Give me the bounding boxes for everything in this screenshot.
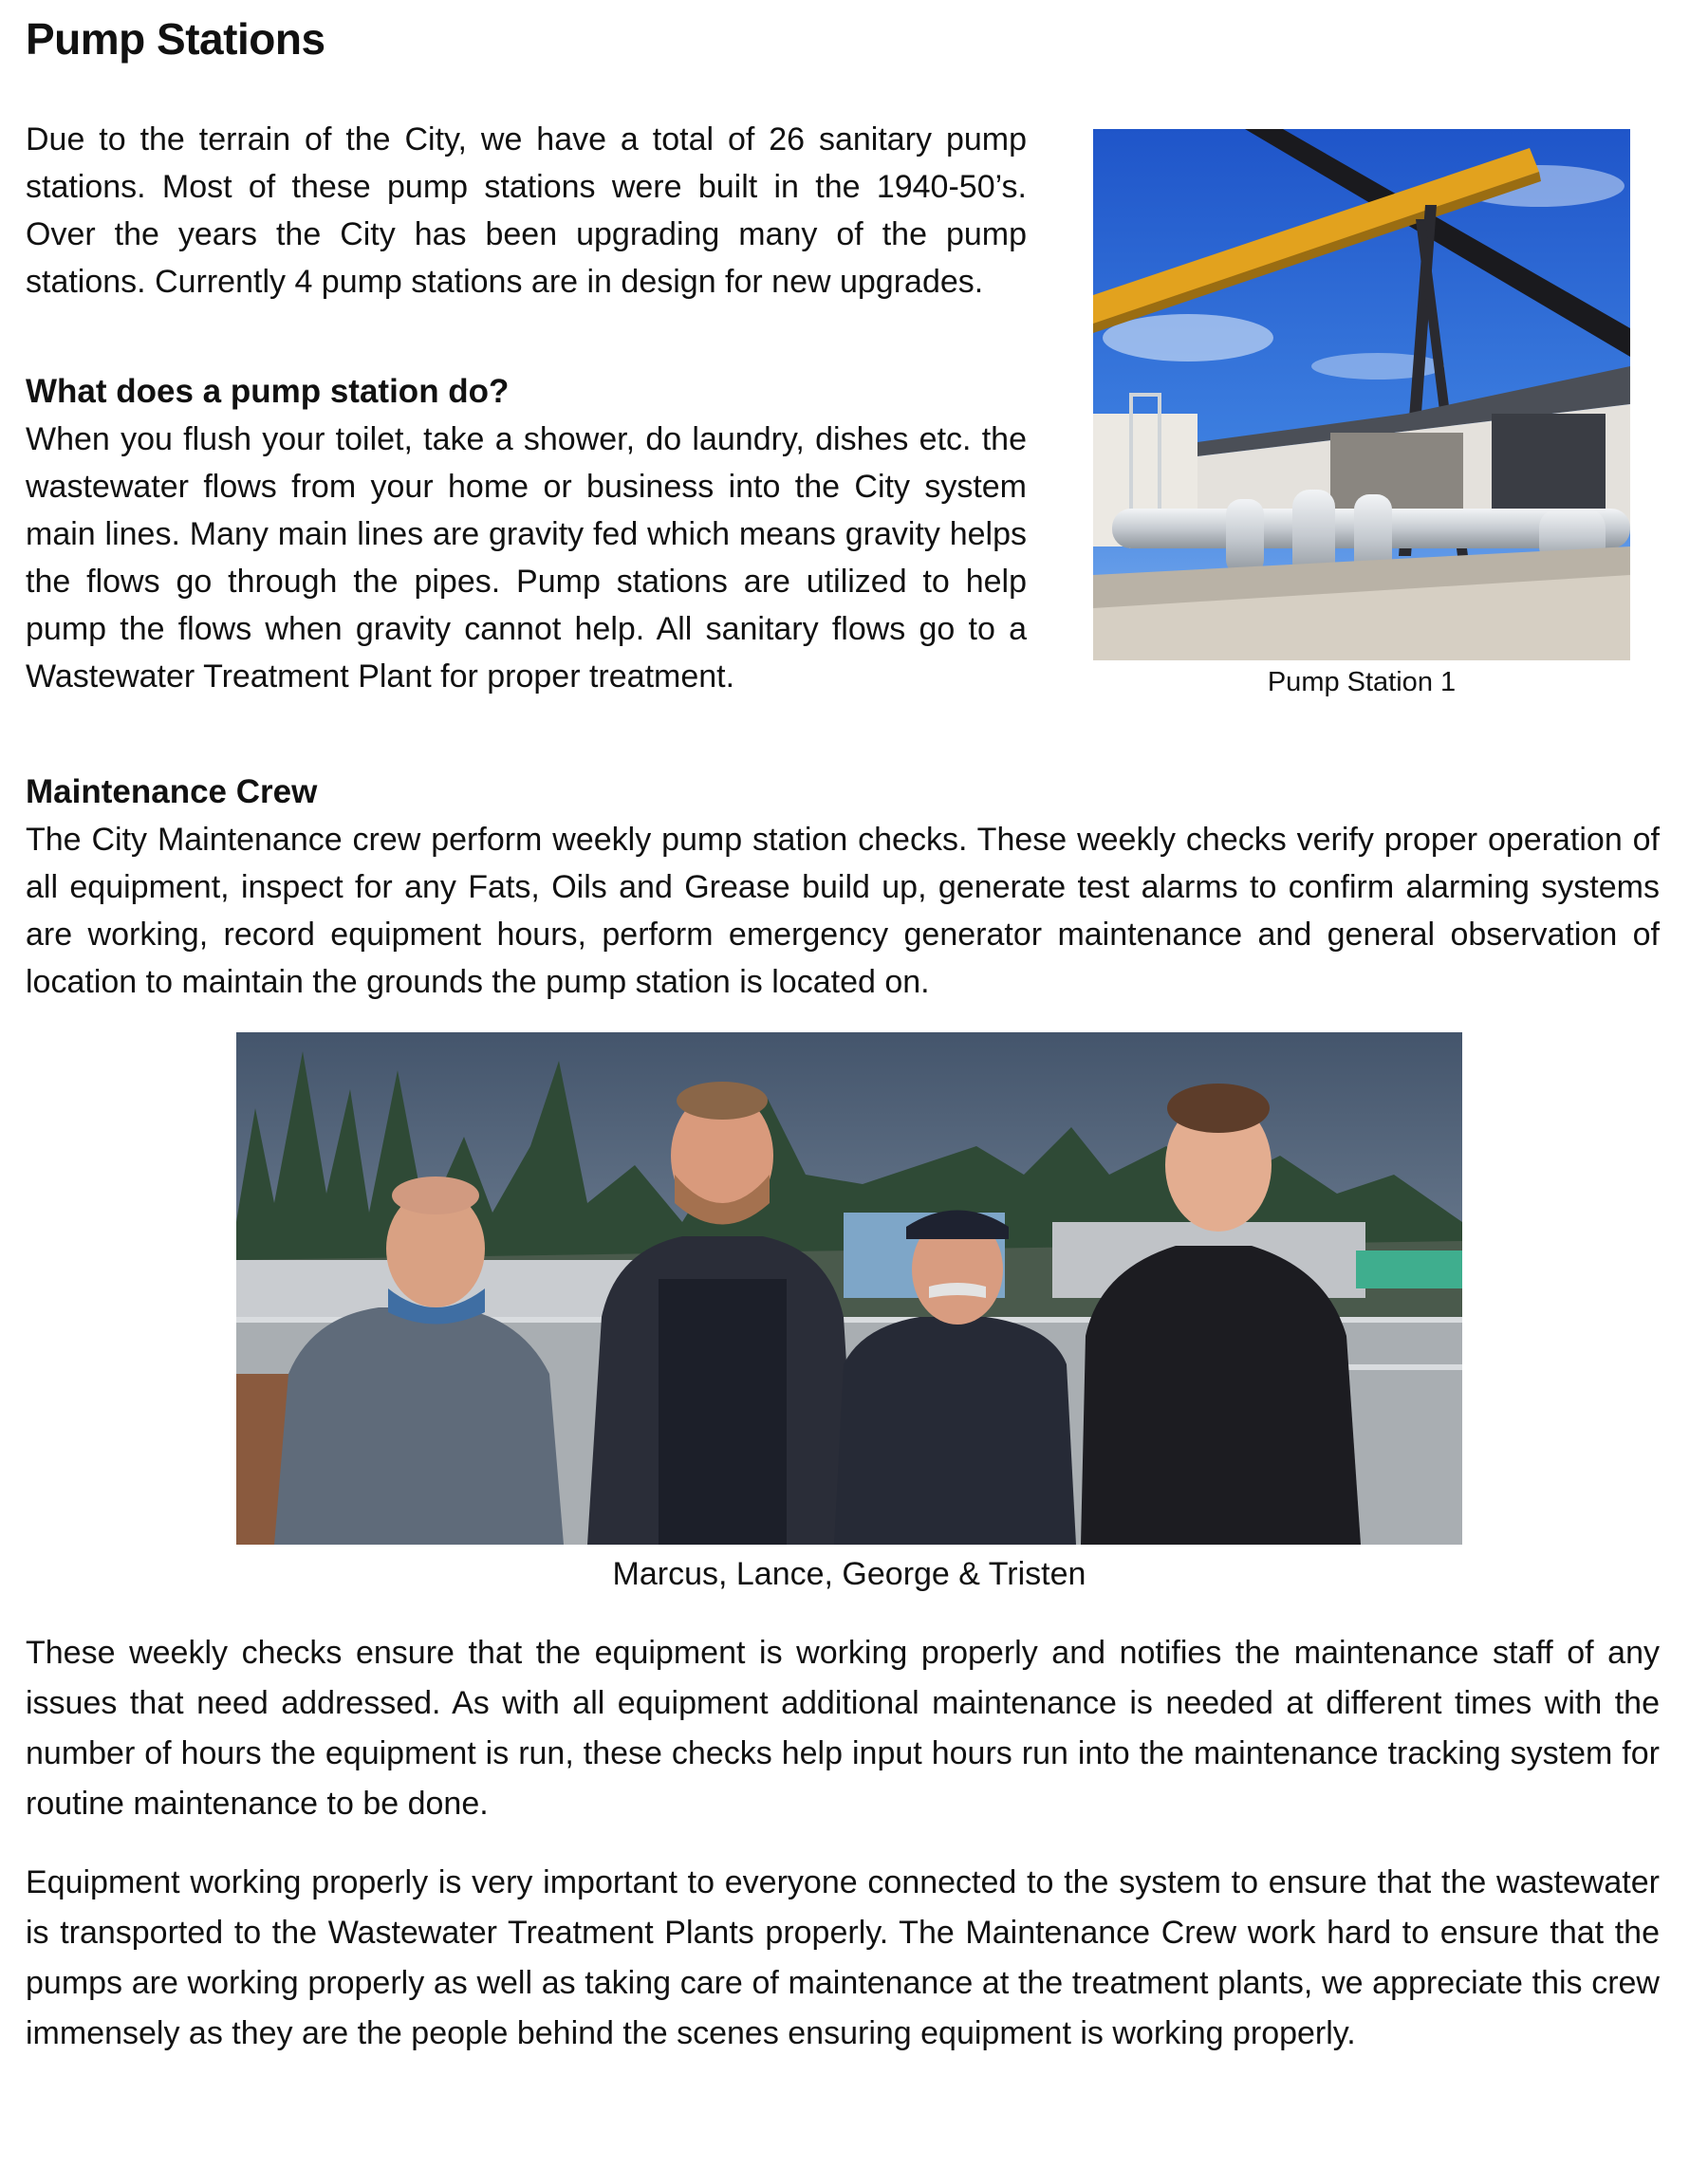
equipment-paragraph: Equipment working properly is very important to everyone connected to the system to ensure that the wastewater is transported to the Wastewater Treatment Plants properly. The Maintenance Crew work hard to ensure that the pumps are working properly as well as taking care of maintenance at the treatment plants, we appreciate this crew immensely as they are the people behind the scenes ensuring equipment is working properly. (26, 1864, 1660, 2051)
pump-station-photo (1093, 129, 1630, 660)
pump-station-paragraph: When you flush your toilet, take a shower, do laundry, dishes etc. the wastewater flows from your home or business into the City system main lines. Many main lines are gravity fed which means gravity helps the flows go through the pipes. Pump stations are utilized to help pump the flows when gravity cannot help. All sanitary flows go to a Wastewater Treatment Plant for proper treatment. (26, 421, 1027, 695)
checks-paragraph: These weekly checks ensure that the equipment is working properly and notifies the maintenance staff of any issues that need addressed. As with all equipment additional maintenance is needed at different times with the number of hours the equipment is run, these checks help input hours run into the maintenance tracking system for routine maintenance to be done. (26, 1635, 1660, 1822)
pump-station-illustration (1093, 129, 1630, 660)
maintenance-crew-illustration (236, 1032, 1462, 1545)
pump-station-caption: Pump Station 1 (1267, 667, 1457, 697)
section-heading-maintenance-crew: Maintenance Crew (26, 773, 318, 810)
maintenance-crew-paragraph: The City Maintenance crew perform weekly pump station checks. These weekly checks verify proper operation of all equipment, inspect for any Fats, Oils and Grease build up, generate test alarms to confirm alarming systems are working, record equipment hours, perform emergency generator maintenance and general observation of location to maintain the grounds the pump station is located on. (26, 822, 1660, 1000)
maintenance-crew-photo (236, 1032, 1462, 1545)
section-heading-pump-station: What does a pump station do? (26, 373, 510, 410)
crew-caption: Marcus, Lance, George & Tristen (612, 1556, 1086, 1592)
intro-paragraph: Due to the terrain of the City, we have a total of 26 sanitary pump stations. Most of these pump stations were built in the 1940-50’s. Over the years the City has been upgrading many of the pump stations. Currently 4 pump stations are in design for new upgrades. (26, 121, 1027, 300)
page-title: Pump Stations (26, 14, 325, 64)
